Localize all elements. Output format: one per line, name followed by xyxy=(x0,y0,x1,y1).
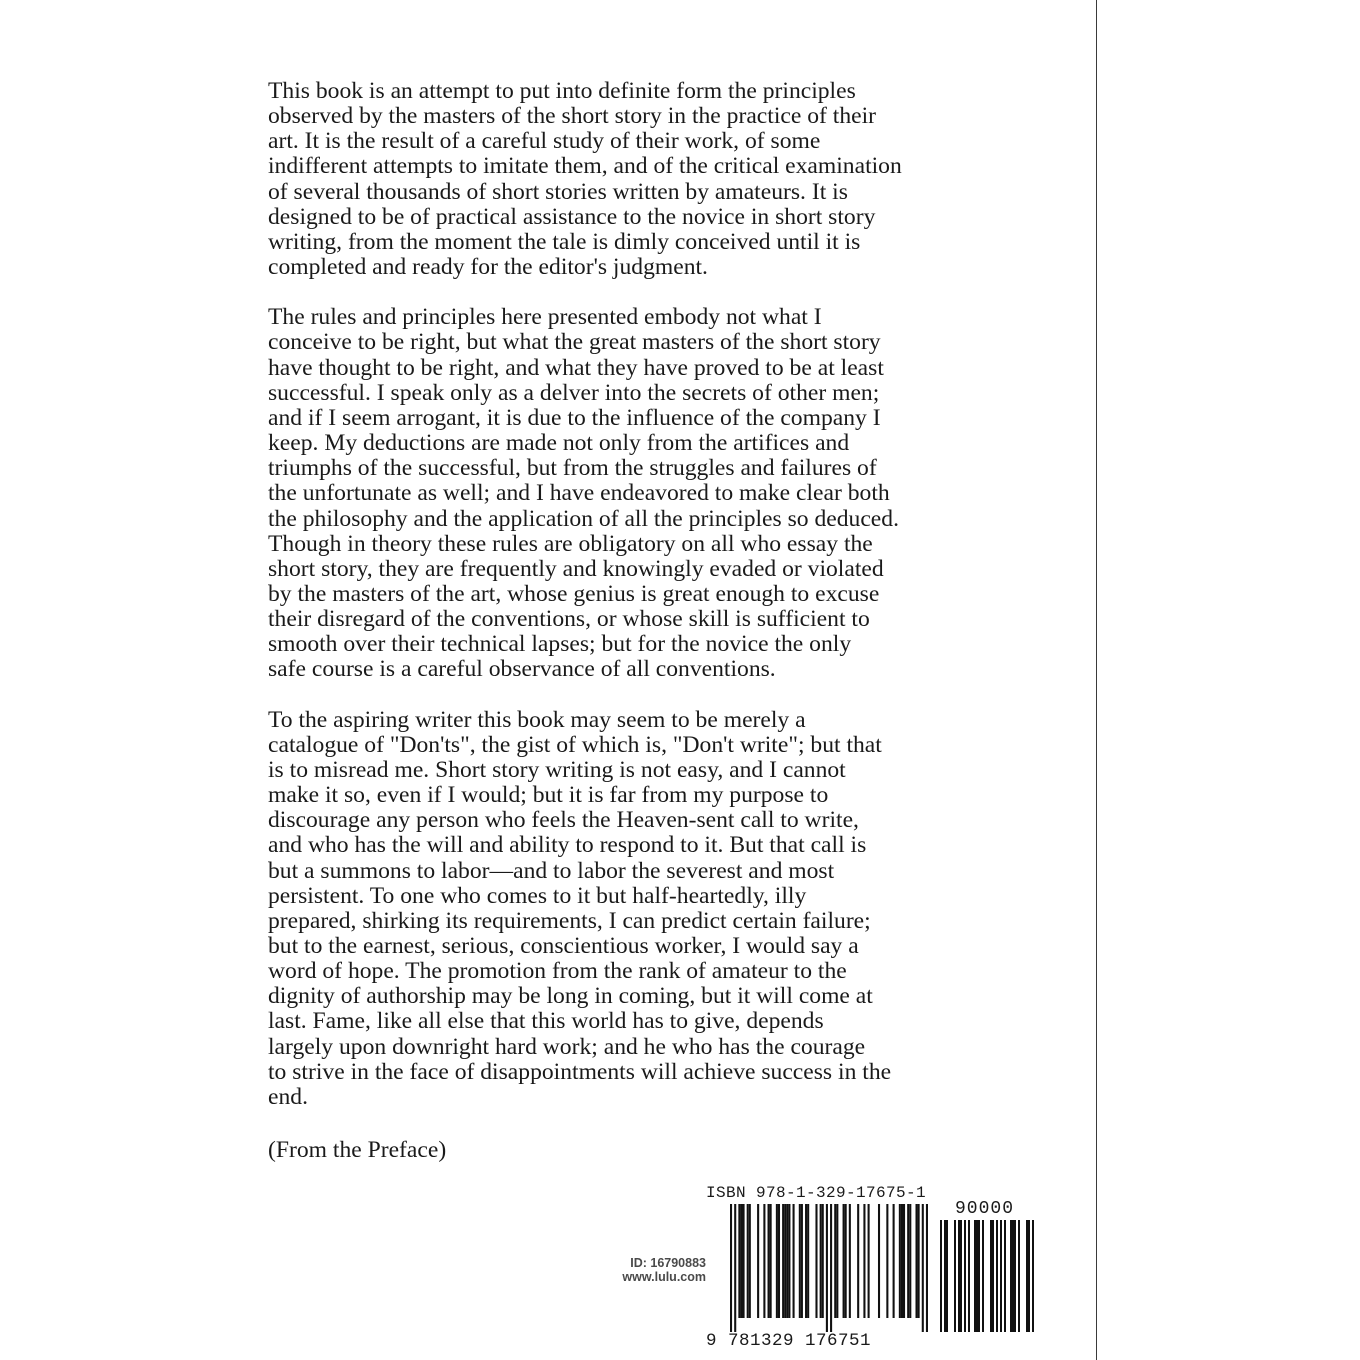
barcode-bar xyxy=(922,1204,924,1332)
barcode-bar xyxy=(843,1204,845,1318)
barcode-bar xyxy=(778,1204,780,1318)
barcode-bar xyxy=(740,1204,742,1318)
barcode-bar xyxy=(964,1220,966,1332)
barcode-main-digits: 781329 176751 xyxy=(728,1331,872,1351)
addon-barcode xyxy=(940,1220,1034,1332)
barcode-bar xyxy=(899,1204,901,1318)
barcode-bar xyxy=(820,1204,822,1318)
barcode-bar xyxy=(863,1204,865,1318)
barcode-bar xyxy=(1018,1220,1020,1332)
barcode-bar xyxy=(992,1220,994,1332)
barcode-bar xyxy=(909,1204,911,1318)
barcode-bar xyxy=(782,1204,784,1318)
publisher-site: www.lulu.com xyxy=(622,1270,706,1284)
barcode-bar xyxy=(857,1204,859,1318)
barcode-bar xyxy=(976,1220,978,1332)
barcode-bar xyxy=(805,1204,807,1318)
preface-text xyxy=(268,79,1058,1135)
barcode-bar xyxy=(807,1204,809,1318)
barcode-bar xyxy=(878,1204,880,1318)
barcode-bar xyxy=(901,1204,903,1318)
barcode-bar xyxy=(801,1204,803,1318)
barcode-bar xyxy=(776,1204,778,1318)
barcode-bar xyxy=(763,1204,765,1318)
barcode-bar xyxy=(1004,1220,1006,1332)
barcode-bar xyxy=(788,1204,790,1318)
barcode-bar xyxy=(822,1204,824,1318)
barcode-bar xyxy=(1012,1220,1014,1332)
barcode-bar xyxy=(978,1220,980,1332)
barcode-bar xyxy=(770,1204,772,1318)
barcode-bar xyxy=(768,1204,770,1318)
barcode-bar xyxy=(738,1204,740,1318)
barcode-bar xyxy=(845,1204,847,1318)
barcode-bar xyxy=(830,1204,832,1332)
barcode-bar xyxy=(799,1204,801,1318)
barcode-number xyxy=(706,1331,872,1351)
barcode-bar xyxy=(990,1220,992,1332)
spine-edge-line xyxy=(1096,0,1097,1360)
barcode-bar xyxy=(1010,1220,1012,1332)
barcode-bar xyxy=(1032,1220,1034,1332)
barcode-bar xyxy=(960,1220,962,1332)
barcode-bar xyxy=(868,1204,870,1318)
barcode-bar xyxy=(974,1220,976,1332)
barcode-bar xyxy=(747,1204,749,1318)
barcode-bar xyxy=(996,1220,998,1332)
barcode-bar xyxy=(893,1204,895,1318)
preface-paragraph-3: To the aspiring writer this book may seem to be merely a catalogue of "Don'ts", the gist of which is, "Don't write"; but that is to misread me. Short story writing is not easy, and I cannot make it so, even if I would; but it is far from my purpose to discourage any person who feels the Heaven-sent call to write, and who has the will and ability to respond to it. But that call is but a summons to labor—and to labor the severest and most persistent. To one who comes to it but half-heartedly, illy prepared, shirking its requirements, I can predict certain failure; but to the earnest, serious, conscientious worker, I would say a word of hope. The promotion from the rank of amateur to the dignity of authorship may be long in coming, but it will come at last. Fame, like all else that this world has to give, depends largely upon downright hard work; and he who has the courage to strive in the face of disappointments will achieve success in the end. xyxy=(268,706,892,1110)
barcode-bar xyxy=(946,1220,948,1332)
addon-digits: 90000 xyxy=(955,1199,1015,1219)
barcode-bar xyxy=(944,1220,946,1332)
barcode-bar xyxy=(940,1220,942,1332)
barcode-bar xyxy=(918,1204,920,1318)
barcode-bar xyxy=(926,1204,928,1332)
barcode-bar xyxy=(903,1204,905,1318)
barcode-bar xyxy=(907,1204,909,1318)
barcode-bar xyxy=(834,1204,836,1318)
barcode-bar xyxy=(968,1220,970,1332)
barcode-bar xyxy=(954,1220,956,1332)
barcode-bar xyxy=(1000,1220,1002,1332)
barcode-bar xyxy=(793,1204,795,1318)
preface-paragraph-2: The rules and principles here presented embody not what I conceive to be right, but what the great masters of the short story have thought to be right, and what they have proved to be at least successful. I speak only as a delver into the secrets of other men; and if I seem arrogant, it is due to the influence of the company I keep. My deductions are made not only from the artifices and triumphs of the successful, but from the struggles and failures of the unfortunate as well; and I have endeavored to make clear both the philosophy and the application of all the principles so deduced. Though in theory these rules are obligatory on all who essay the short story, they are frequently and knowingly evaded or violated by the masters of the art, whose genius is great enough to excuse their disregard of the conventions, or whose skill is sufficient to smooth over their technical lapses; but for the novice the only safe course is a careful observance of all conventions. xyxy=(268,304,899,683)
barcode-bar xyxy=(734,1204,736,1332)
barcode-bar xyxy=(849,1204,851,1318)
barcode-bar xyxy=(958,1220,960,1332)
barcode-bar xyxy=(982,1220,984,1332)
barcode-bar xyxy=(1026,1220,1028,1332)
barcode-bar xyxy=(1014,1220,1016,1332)
preface-paragraph-1: This book is an attempt to put into definite form the principles observed by the masters of the short story in the practice of their art. It is the result of a careful study of their work, of some indifferent attempts to imitate them, and of the critical examination of several thousands of short stories written by amateurs. It is designed to be of practical assistance to the novice in short story writing, from the moment the tale is dimly conceived until it is completed and ready for the editor's judgment. xyxy=(268,78,902,281)
barcode-bar xyxy=(743,1204,745,1318)
barcode-bar xyxy=(786,1204,788,1318)
isbn-text: ISBN 978-1-329-17675-1 xyxy=(706,1184,927,1202)
barcode-bar xyxy=(815,1204,817,1318)
publisher-id: ID: 16790883 xyxy=(630,1256,706,1270)
barcode-bar xyxy=(1028,1220,1030,1332)
barcode-bar xyxy=(836,1204,838,1318)
barcode-bar xyxy=(757,1204,759,1318)
isbn-barcode xyxy=(730,1204,928,1334)
barcode-bar xyxy=(784,1204,786,1318)
barcode-bar xyxy=(730,1204,732,1332)
barcode-bar xyxy=(886,1204,888,1318)
barcode-leading-digit: 9 xyxy=(706,1331,718,1351)
barcode-bar xyxy=(749,1204,751,1318)
barcode-bar xyxy=(915,1204,917,1318)
publisher-info xyxy=(586,1256,706,1284)
barcode-bar xyxy=(826,1204,828,1332)
source-note: (From the Preface) xyxy=(268,1137,447,1163)
